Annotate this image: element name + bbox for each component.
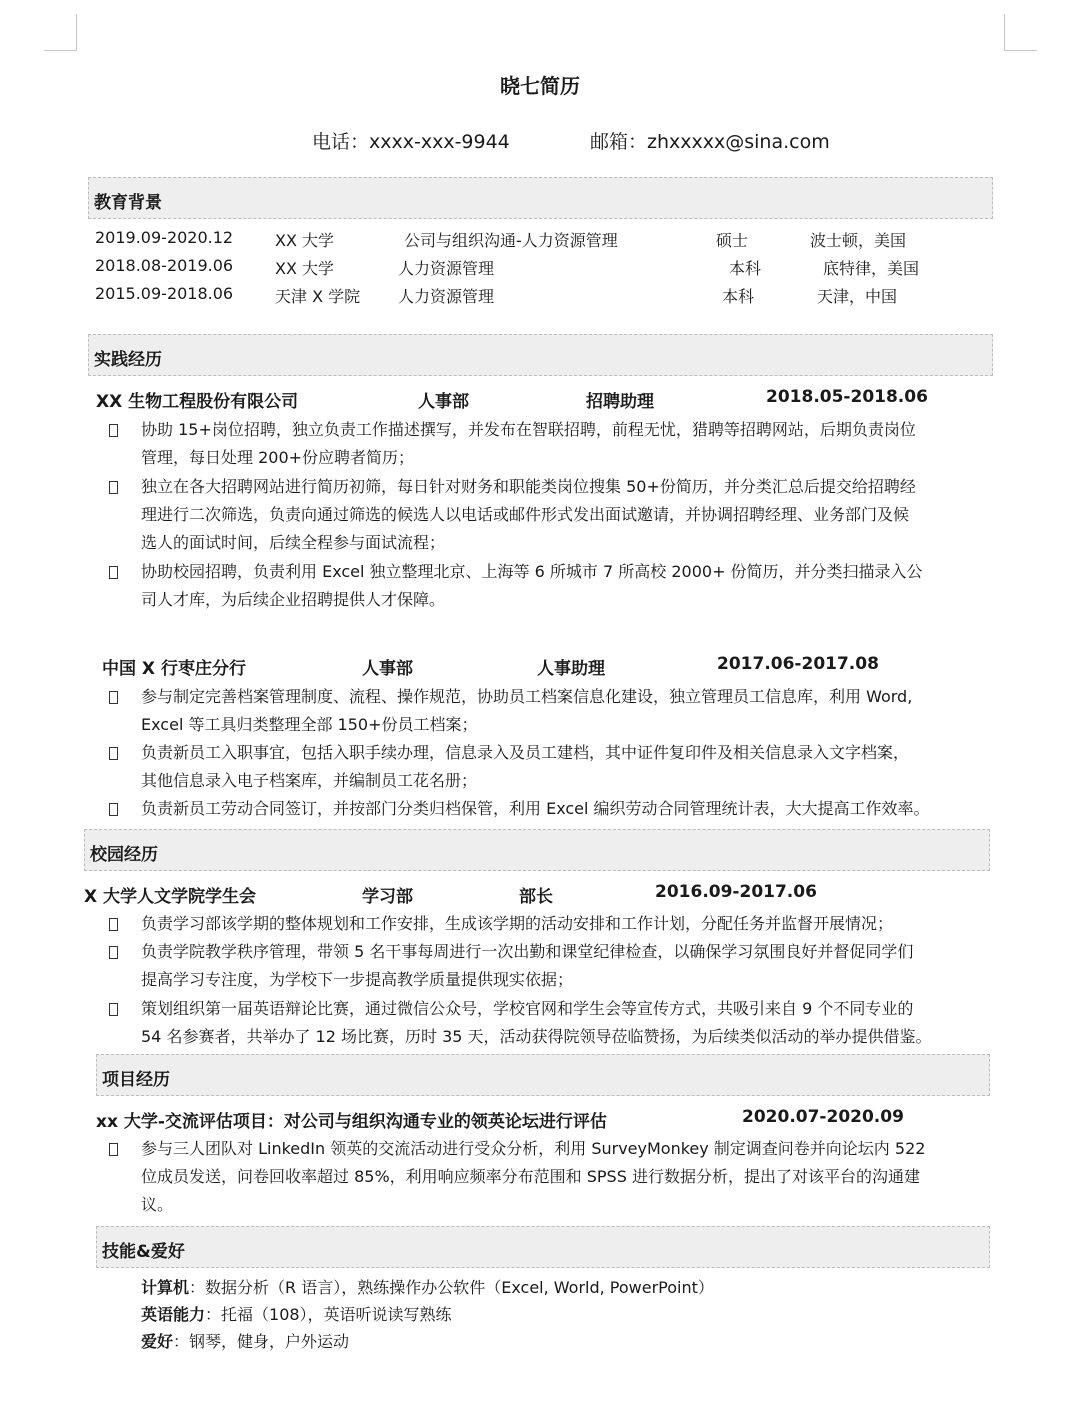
section-title: 实践经历 bbox=[94, 350, 162, 370]
edu-major: 人力资源管理 bbox=[398, 259, 495, 278]
job-dept: 人事部 bbox=[418, 392, 469, 412]
campus-bullet-text: 负责学院教学秩序管理，带领 5 名干事每周进行一次出勤和课堂纪律检查，以确保学习氛围良好并督促同学们 提高学习专注度，为学校下一步提高教学质量提供现实依据； bbox=[141, 942, 914, 989]
edu-location: 波士顿，美国 bbox=[810, 231, 907, 250]
job-bullet-text: 负责新员工入职事宜，包括入职手续办理，信息录入及员工建档，其中证件复印件及相关信息录入文字档案， 其他信息录入电子档案库，并编制员工花名册； bbox=[141, 743, 910, 790]
job-bullet-text: 协助 15+岗位招聘，独立负责工作描述撰写，并发布在智联招聘，前程无忧，猎聘等招聘网站，后期负责岗位 管理，每日处理 200+份应聘者简历； bbox=[141, 420, 916, 467]
project-period: 2020.07-2020.09 bbox=[742, 1107, 904, 1127]
edu-major: 人力资源管理 bbox=[398, 287, 495, 306]
edu-degree: 本科 bbox=[729, 259, 762, 278]
section-title: 技能&爱好 bbox=[102, 1242, 185, 1262]
email-text: 邮箱：zhxxxxx@sina.com bbox=[590, 131, 830, 153]
campus-org: X 大学人文学院学生会 bbox=[84, 887, 257, 907]
section-header-project bbox=[96, 1054, 990, 1096]
job-bullet-text: 独立在各大招聘网站进行简历初筛，每日针对财务和职能类岗位搜集 50+份简历，并分类汇总后提交给招聘经 理进行二次筛选，负责向通过筛选的候选人以电话或邮件形式发出面试邀请，并协调招聘经理、业务部门及候 选人的面试时间，后续全程参与面试流程； bbox=[141, 477, 916, 552]
resume-title: 晓七简历 bbox=[500, 74, 580, 98]
project-name: xx 大学-交流评估项目：对公司与组织沟通专业的领英论坛进行评估 bbox=[96, 1112, 607, 1132]
edu-major: 公司与组织沟通-人力资源管理 bbox=[404, 231, 618, 250]
bullet-icon bbox=[109, 946, 118, 959]
skill-item-computer: 计算机：数据分析（R 语言），熟练操作办公软件（Excel, World, PowerPoint） bbox=[141, 1278, 714, 1297]
job-company: XX 生物工程股份有限公司 bbox=[96, 392, 299, 412]
edu-school: 天津 X 学院 bbox=[275, 287, 361, 306]
bullet-icon bbox=[109, 424, 118, 437]
edu-location: 底特律，美国 bbox=[823, 259, 920, 278]
bullet-icon bbox=[109, 1003, 118, 1016]
bullet-icon bbox=[109, 803, 118, 816]
job-company: 中国 X 行枣庄分行 bbox=[102, 659, 246, 679]
edu-period: 2015.09-2018.06 bbox=[95, 284, 234, 303]
section-header-campus bbox=[84, 829, 990, 871]
skill-item-hobby: 爱好：钢琴，健身，户外运动 bbox=[141, 1332, 350, 1351]
job-period: 2018.05-2018.06 bbox=[766, 387, 928, 407]
section-title: 校园经历 bbox=[90, 845, 158, 865]
campus-role: 部长 bbox=[519, 887, 553, 907]
skill-item-english: 英语能力：托福（108），英语听说读写熟练 bbox=[141, 1305, 452, 1324]
edu-period: 2018.08-2019.06 bbox=[95, 256, 234, 275]
job-bullet-text: 协助校园招聘，负责利用 Excel 独立整理北京、上海等 6 所城市 7 所高校 2000+ 份简历，并分类扫描录入公 司人才库，为后续企业招聘提供人才保障。 bbox=[141, 562, 923, 609]
bullet-icon bbox=[109, 1143, 118, 1156]
section-header-practice bbox=[88, 334, 993, 376]
bullet-icon bbox=[109, 691, 118, 704]
bullet-icon bbox=[109, 566, 118, 579]
campus-dept: 学习部 bbox=[362, 887, 413, 907]
edu-degree: 硕士 bbox=[716, 231, 749, 250]
section-header-skills bbox=[96, 1226, 990, 1268]
edu-period: 2019.09-2020.12 bbox=[95, 228, 234, 247]
campus-period: 2016.09-2017.06 bbox=[655, 882, 817, 902]
section-title: 项目经历 bbox=[102, 1070, 170, 1090]
page-corner-mark bbox=[44, 14, 77, 51]
phone-text: 电话：xxxx-xxx-9944 bbox=[312, 131, 510, 153]
edu-school: XX 大学 bbox=[275, 231, 335, 250]
job-role: 招聘助理 bbox=[586, 392, 654, 412]
project-bullet-text: 参与三人团队对 LinkedIn 领英的交流活动进行受众分析，利用 SurveyMonkey 制定调查问卷并向论坛内 522 位成员发送，问卷回收率超过 85%，利用响应频率分布范围和 SPSS 进行数据分析，提出了对该平台的沟通建 议。 bbox=[141, 1139, 926, 1214]
bullet-icon bbox=[109, 918, 118, 931]
bullet-icon bbox=[109, 481, 118, 494]
campus-bullet-text: 策划组织第一届英语辩论比赛，通过微信公众号，学校官网和学生会等宣传方式，共吸引来自 9 个不同专业的 54 名参赛者，共举办了 12 场比赛，历时 35 天，活动获得院领导莅临赞扬，为后续类似活动的举办提供借鉴。 bbox=[141, 999, 932, 1046]
bullet-icon bbox=[109, 747, 118, 760]
page-corner-mark bbox=[1004, 14, 1037, 51]
job-period: 2017.06-2017.08 bbox=[717, 654, 879, 674]
section-header-education bbox=[88, 177, 993, 219]
section-title: 教育背景 bbox=[94, 193, 162, 213]
campus-bullet-text: 负责学习部该学期的整体规划和工作安排，生成该学期的活动安排和工作计划，分配任务并监督开展情况； bbox=[141, 914, 894, 933]
job-bullet-text: 参与制定完善档案管理制度、流程、操作规范，协助员工档案信息化建设，独立管理员工信息库，利用 Word, Excel 等工具归类整理全部 150+份员工档案； bbox=[141, 687, 913, 734]
edu-school: XX 大学 bbox=[275, 259, 335, 278]
job-bullet-text: 负责新员工劳动合同签订，并按部门分类归档保管，利用 Excel 编织劳动合同管理统计表，大大提高工作效率。 bbox=[141, 799, 930, 818]
job-dept: 人事部 bbox=[362, 659, 413, 679]
edu-degree: 本科 bbox=[722, 287, 755, 306]
job-role: 人事助理 bbox=[537, 659, 605, 679]
edu-location: 天津，中国 bbox=[817, 287, 898, 306]
